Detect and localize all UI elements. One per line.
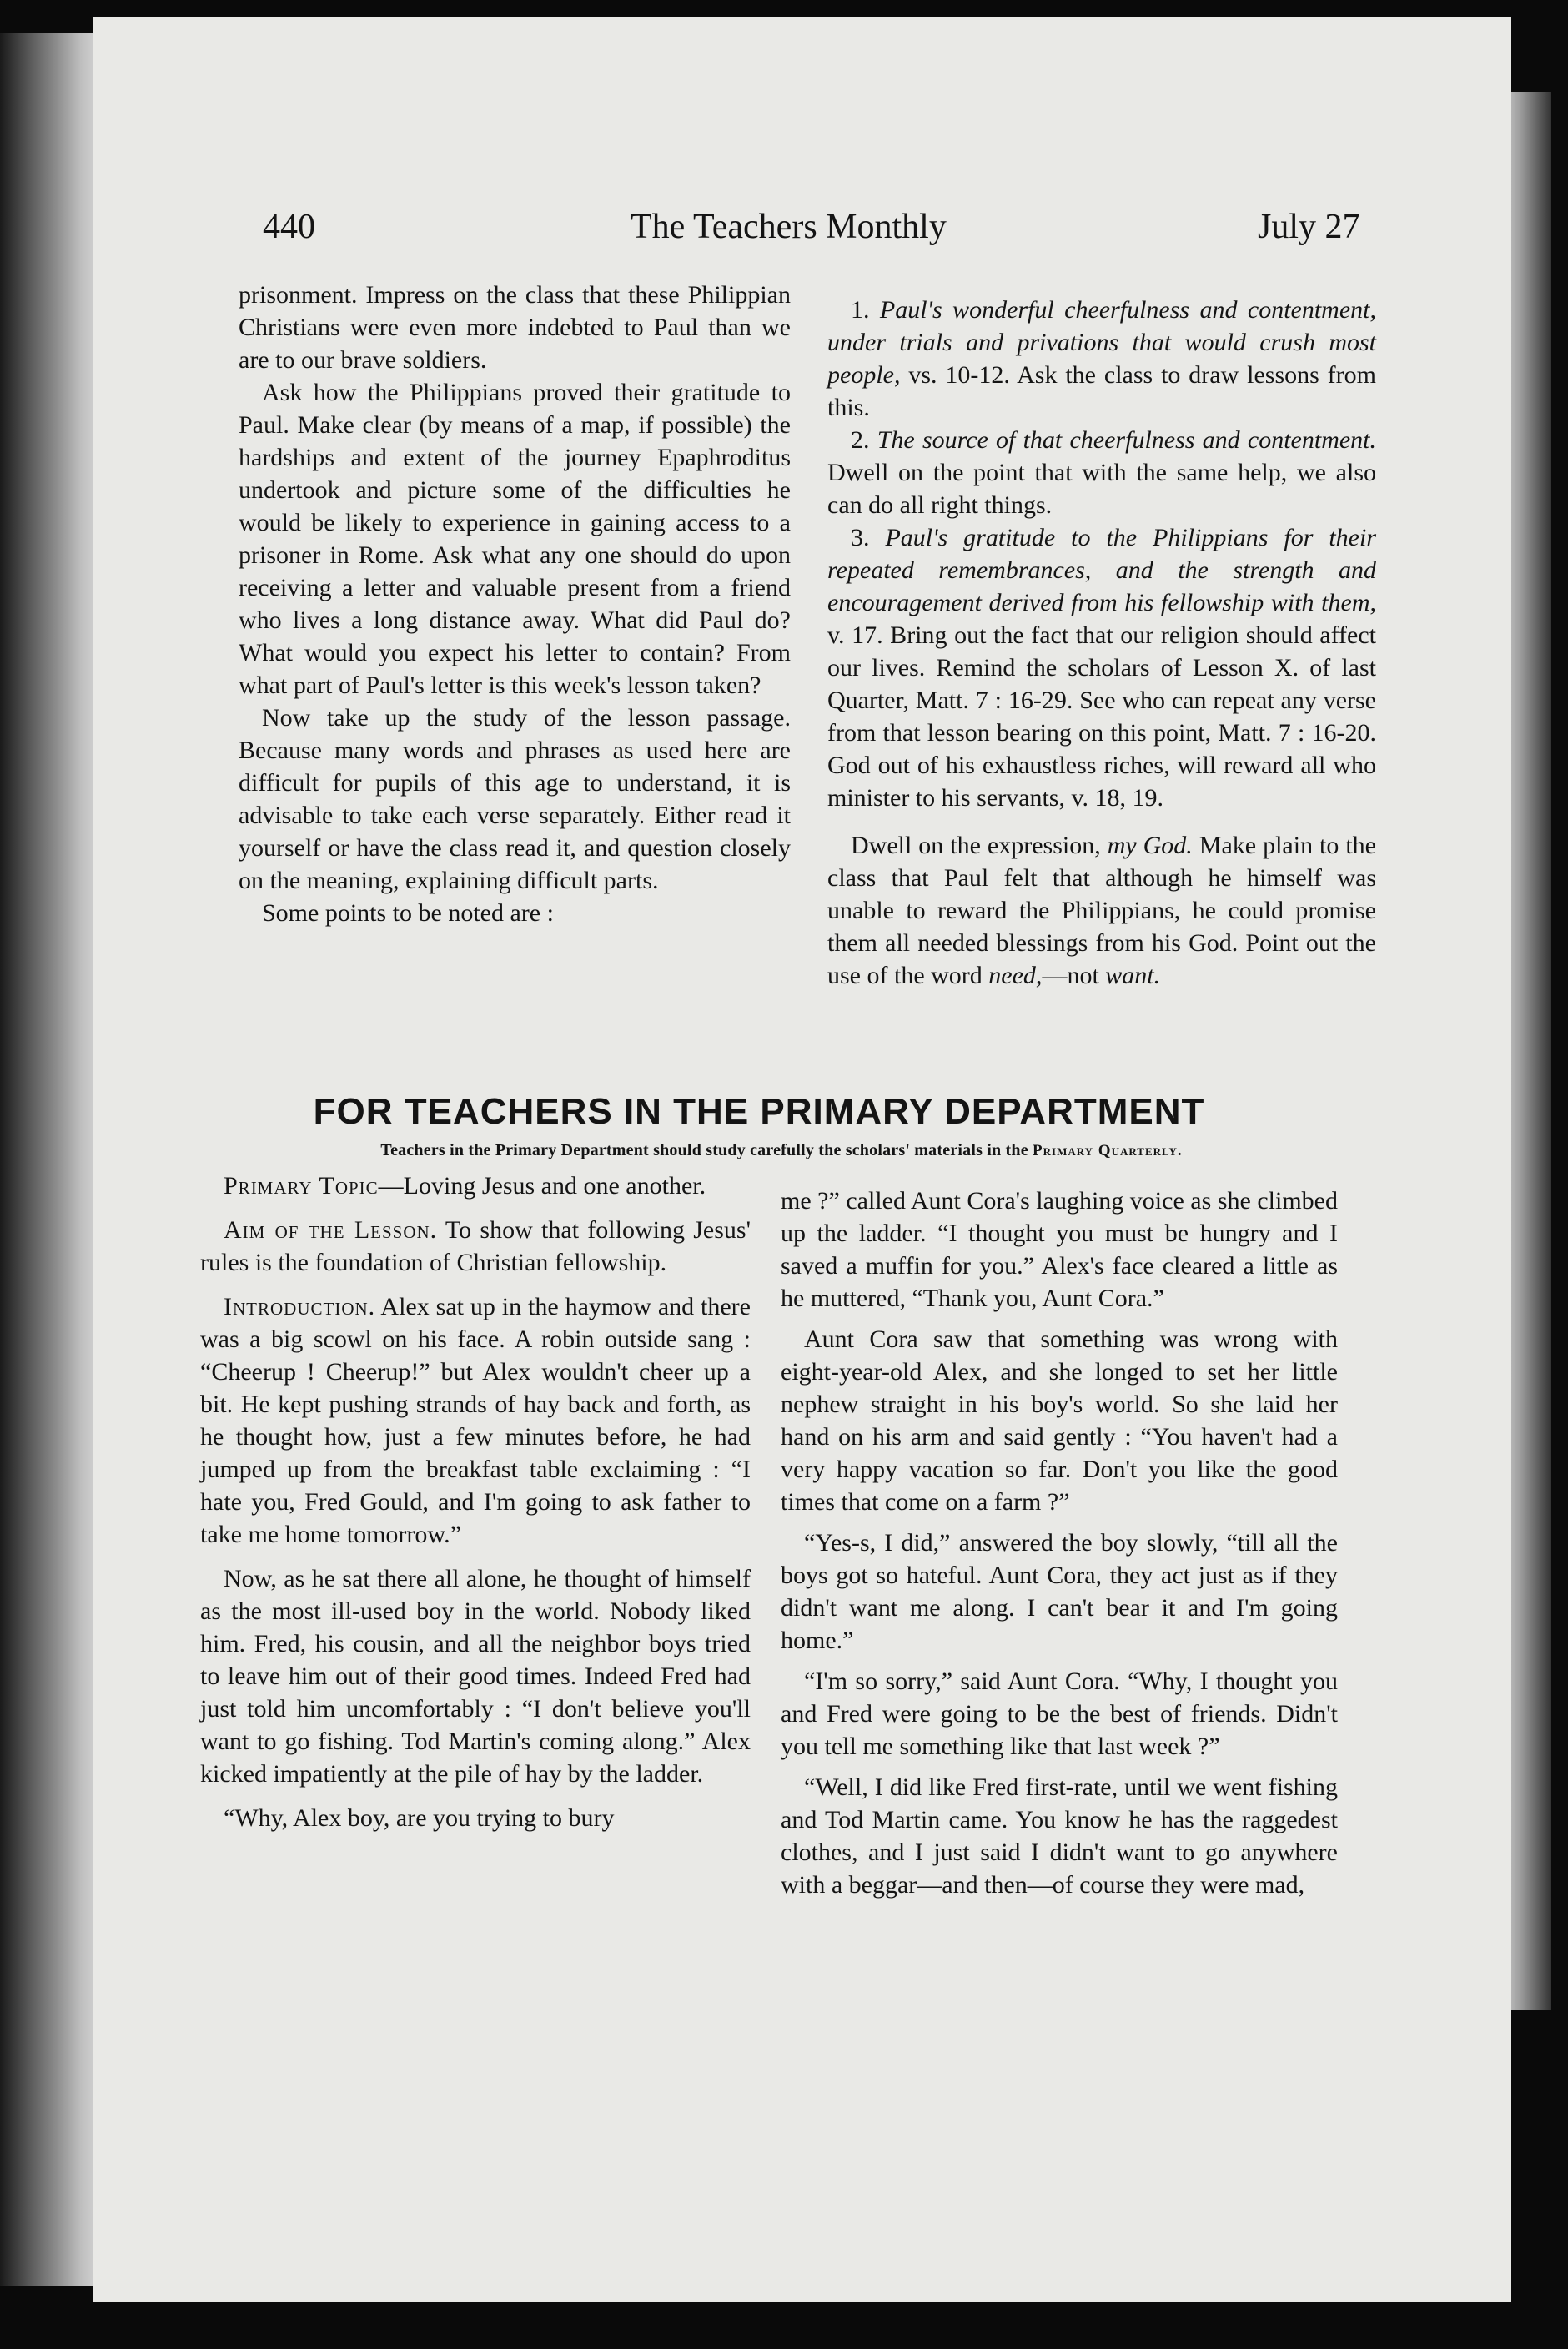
- point-1: [827, 294, 1376, 424]
- point-heading: The source of that cheerfulness and contentment.: [877, 426, 1377, 454]
- point-text: v. 17. Bring out the fact that our religion should affect our lives. Remind the scholars of Lesson X. of last Quarter, Matt. 7 : 16-29. See who can repeat any verse from that lesson bearing on this point, Matt. 7 : 16-20. God out of his exhaustless riches, will reward all who minister to his servants, v. 18, 19.: [827, 621, 1376, 812]
- paragraph: “I'm so sorry,” said Aunt Cora. “Why, I thought you and Fred were going to be the best of friends. Didn't you tell me something like that last week ?”: [781, 1667, 1338, 1760]
- aim-of-lesson: [200, 1214, 751, 1279]
- point-number: 1.: [851, 296, 870, 324]
- paragraph: “Well, I did like Fred first-rate, until we went fishing and Tod Martin came. You know he has the raggedest clothes, and I just said I didn't want to go anywhere with a beggar—and then—of course they were mad,: [781, 1773, 1338, 1899]
- text-run: Make plain to the class that Paul felt that although he himself was unable to reward the Philippians, he could promise them all needed blessings from his God. Point out the use of the word: [827, 832, 1377, 989]
- paragraph: “Yes-s, I did,” answered the boy slowly, “till all the boys got so hateful. Aunt Cora, they act just as if they didn't want me along. I can't bear it and I'm going home.”: [781, 1529, 1338, 1654]
- introduction: [200, 1290, 751, 1551]
- paragraph: prisonment. Impress on the class that these Philippian Christians were even more indebted to Paul than we are to our brave soldiers.: [239, 281, 791, 374]
- text-run: —not: [1042, 962, 1099, 989]
- book-binding-left: [0, 33, 100, 2286]
- section-note: [219, 1141, 1344, 1160]
- paragraph: me ?” called Aunt Cora's laughing voice as she climbed up the ladder. “I thought you must be hungry and I saved a muffin for you.” Alex's face cleared a little as he muttered, “Thank you, Aunt Cora.”: [781, 1187, 1338, 1312]
- paragraph: Now take up the study of the lesson passage. Because many words and phrases as used here are difficult for pupils of this age to understand, it is advisable to take each verse separately. Either read it yourself or have the class read it, and question closely on the meaning, explaining difficult parts.: [239, 704, 791, 894]
- text-run: Dwell on the expression,: [851, 832, 1101, 859]
- italic-run: need,: [988, 962, 1043, 989]
- text: —Loving Jesus and one another.: [378, 1172, 706, 1200]
- column-right-lower: [781, 1185, 1338, 1901]
- label: Introduction.: [224, 1293, 376, 1320]
- italic-run: want.: [1105, 962, 1161, 989]
- text: To show that following Jesus' rules is the foundation of Christian fellowship.: [200, 1216, 751, 1276]
- column-left-lower: [200, 1169, 751, 1834]
- point-number: 2.: [851, 426, 870, 454]
- paragraph: “Why, Alex boy, are you trying to bury: [224, 1804, 615, 1832]
- column-right-upper: [827, 294, 1376, 992]
- point-text: Dwell on the point that with the same help, we also can do all right things.: [827, 459, 1376, 519]
- page-number: 440: [263, 208, 315, 246]
- page-date: July 27: [1258, 208, 1360, 246]
- point-number: 3.: [851, 524, 870, 551]
- point-2: [827, 424, 1376, 521]
- point-heading: Paul's gratitude to the Philippians for their repeated remembrances, and the strength and encouragement derived from his fellowship with them,: [827, 524, 1376, 616]
- text: Alex sat up in the haymow and there was a big scowl on his face. A robin outside sang : “Cheerup ! Cheerup!” but Alex wouldn't cheer up a bit. He kept pushing strands of hay back and forth, as he thought how, just a few minutes before, he had jumped up from the breakfast table exclaiming : “I hate you, Fred Gould, and I'm going to ask father to take me home tomorrow.”: [200, 1293, 751, 1548]
- label: Primary Topic: [224, 1172, 379, 1200]
- page-title: The Teachers Monthly: [631, 208, 947, 246]
- point-heading: Paul's wonderful cheerfulness and contentment, under trials and privations that would crush most people,: [827, 296, 1376, 389]
- italic-run: my God.: [1107, 832, 1193, 859]
- paragraph-my-god: [827, 829, 1376, 992]
- point-3: [827, 521, 1376, 814]
- section-heading: FOR TEACHERS IN THE PRIMARY DEPARTMENT: [313, 1091, 1205, 1132]
- paragraph: Aunt Cora saw that something was wrong with eight-year-old Alex, and she longed to set her little nephew straight in his boy's world. So she laid her hand on his arm and said gently : “You haven't had a very happy vacation so far. Don't you like the good times that come on a farm ?”: [781, 1325, 1338, 1516]
- point-text: vs. 10-12. Ask the class to draw lessons from this.: [827, 361, 1376, 421]
- paragraph: Some points to be noted are :: [262, 899, 554, 927]
- paragraph: Ask how the Philippians proved their gratitude to Paul. Make clear (by means of a map, if possible) the hardships and extent of the journey Epaphroditus undertook and picture some of the difficulties he would be likely to experience in gaining access to a prisoner in Rome. Ask what any one should do upon receiving a letter and valuable present from a friend who lives a long distance away. What did Paul do? What would you expect his letter to contain? From what part of Paul's letter is this week's lesson taken?: [239, 379, 791, 699]
- note-publication: Primary Quarterly.: [1033, 1142, 1183, 1159]
- note-text: Teachers in the Primary Department should study carefully the scholars' materials in the: [380, 1141, 1028, 1159]
- paragraph: Now, as he sat there all alone, he thought of himself as the most ill-used boy in the world. Nobody liked him. Fred, his cousin, and all the neighbor boys tried to leave him out of their good times. Indeed Fred had just told him uncomfortably : “I don't believe you'll want to go fishing. Tod Martin's coming along.” Alex kicked impatiently at the pile of hay by the ladder.: [200, 1565, 751, 1788]
- column-left-upper: [239, 279, 791, 929]
- primary-topic: [200, 1169, 751, 1202]
- label: Aim of the Lesson.: [224, 1216, 438, 1244]
